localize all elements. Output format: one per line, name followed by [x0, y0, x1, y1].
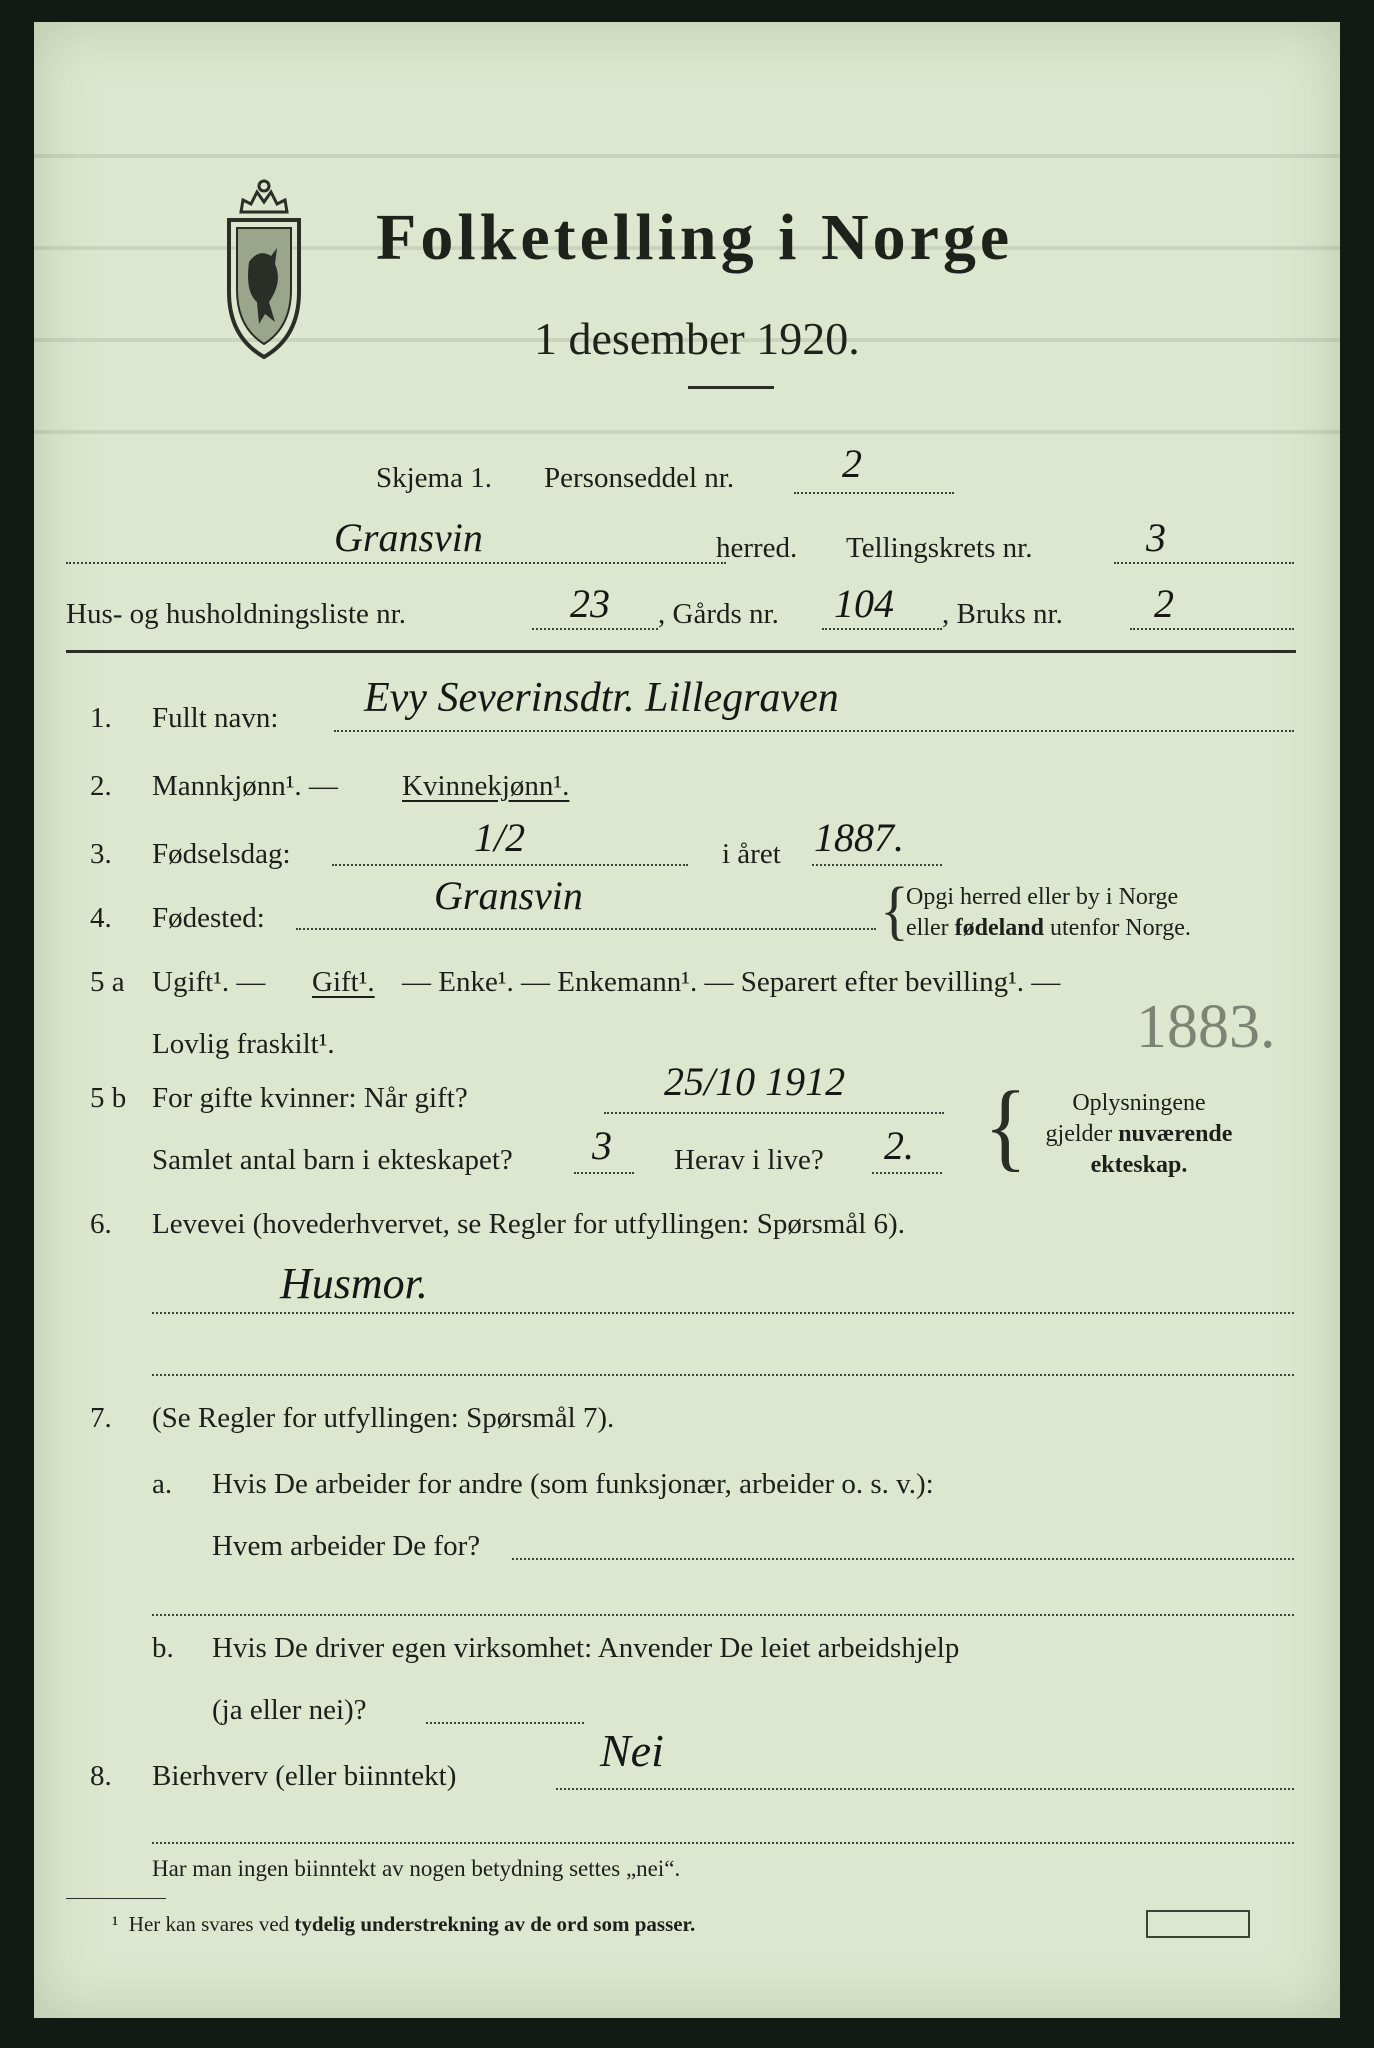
q7b-letter: b.: [152, 1632, 174, 1664]
q5a-number: 5 a: [90, 966, 125, 998]
q7b-sub-label: (ja eller nei)?: [212, 1694, 367, 1726]
title-divider: [688, 386, 774, 389]
married-option-underlined: Gift¹.: [312, 966, 375, 998]
marriage-date-value: 25/10 1912: [664, 1059, 846, 1104]
q7-number: 7.: [90, 1402, 112, 1434]
q6-number: 6.: [90, 1208, 112, 1240]
q5b-brace: {: [984, 1072, 1028, 1181]
q6-label: Levevei (hovederhvervet, se Regler for utfyllingen: Spørsmål 6).: [152, 1208, 905, 1240]
full-name-value: Evy Severinsdtr. Lillegraven: [364, 675, 839, 721]
q4-number: 4.: [90, 902, 112, 934]
q3-number: 3.: [90, 838, 112, 870]
birthday-value: 1/2: [474, 815, 526, 860]
header-rule: [66, 650, 1296, 653]
printer-stamp: [1146, 1910, 1250, 1938]
footnote: ¹ Her kan svares ved tydelig understrekning av de ord som passer.: [112, 1912, 696, 1936]
gards-value: 104: [834, 581, 894, 626]
q1-number: 1.: [90, 702, 112, 734]
male-option: Mannkjønn¹. —: [152, 770, 338, 802]
year-label: i året: [722, 838, 781, 870]
q8-label: Bierhverv (eller biinntekt): [152, 1760, 457, 1792]
q7a-sub-label: Hvem arbeider De for?: [212, 1530, 481, 1562]
herred-label: herred.: [716, 532, 798, 564]
side-income-value: Nei: [600, 1725, 664, 1776]
occupation-value: Husmor.: [280, 1259, 428, 1308]
q4-brace: {: [880, 873, 909, 947]
q7-label: (Se Regler for utfyllingen: Spørsmål 7).: [152, 1402, 615, 1434]
census-form: [34, 22, 1340, 2018]
pencil-margin-note: 1883.: [1136, 993, 1276, 1061]
q4-label: Fødested:: [152, 902, 265, 934]
birthplace-value: Gransvin: [434, 873, 583, 918]
alive-value: 2.: [884, 1123, 914, 1168]
footnote-rule: [66, 1898, 166, 1899]
census-date: 1 desember 1920.: [534, 313, 860, 364]
q3-label: Fødselsdag:: [152, 838, 291, 870]
marriage-note: Oplysningene gjelder nuværende ekteskap.: [1045, 1090, 1233, 1178]
tellingskrets-label: Tellingskrets nr.: [846, 532, 1033, 564]
children-value: 3: [592, 1123, 612, 1168]
q7a-label: Hvis De arbeider for andre (som funksjonær, arbeider o. s. v.):: [212, 1468, 934, 1500]
q1-label: Fullt navn:: [152, 702, 279, 734]
hus-label: Hus- og husholdningsliste nr.: [66, 598, 406, 630]
herred-value: Gransvin: [334, 515, 483, 560]
unmarried-option: Ugift¹. —: [152, 966, 266, 998]
bruks-value: 2: [1154, 581, 1174, 626]
marital-options: — Enke¹. — Enkemann¹. — Separert efter bevilling¹. —: [402, 966, 1061, 998]
birth-year-value: 1887.: [814, 815, 904, 860]
q2-number: 2.: [90, 770, 112, 802]
tellingskrets-value: 3: [1146, 515, 1166, 560]
personseddel-value: 2: [842, 441, 862, 486]
q7a-letter: a.: [152, 1468, 173, 1500]
q8-number: 8.: [90, 1760, 112, 1792]
coat-of-arms-icon: [219, 152, 309, 362]
birthplace-note: Opgi herred eller by i Norge eller fødeland utenfor Norge.: [906, 884, 1191, 941]
q5b-label: For gifte kvinner: Når gift?: [152, 1082, 468, 1114]
gards-label: , Gårds nr.: [658, 598, 779, 630]
q7b-label: Hvis De driver egen virksomhet: Anvender De leiet arbeidshjelp: [212, 1632, 960, 1664]
q5b-number: 5 b: [90, 1082, 127, 1114]
female-option-underlined: Kvinnekjønn¹.: [402, 770, 570, 802]
skjema-label: Skjema 1.: [376, 462, 492, 494]
hus-value: 23: [570, 581, 610, 626]
alive-label: Herav i live?: [674, 1144, 824, 1176]
divorced-option: Lovlig fraskilt¹.: [152, 1028, 335, 1060]
bruks-label: , Bruks nr.: [942, 598, 1063, 630]
form-title: Folketelling i Norge: [376, 201, 1014, 274]
personseddel-label: Personseddel nr.: [544, 462, 735, 494]
footer-note: Har man ingen biinntekt av nogen betydning settes „nei“.: [152, 1856, 681, 1881]
children-label: Samlet antal barn i ekteskapet?: [152, 1144, 513, 1176]
